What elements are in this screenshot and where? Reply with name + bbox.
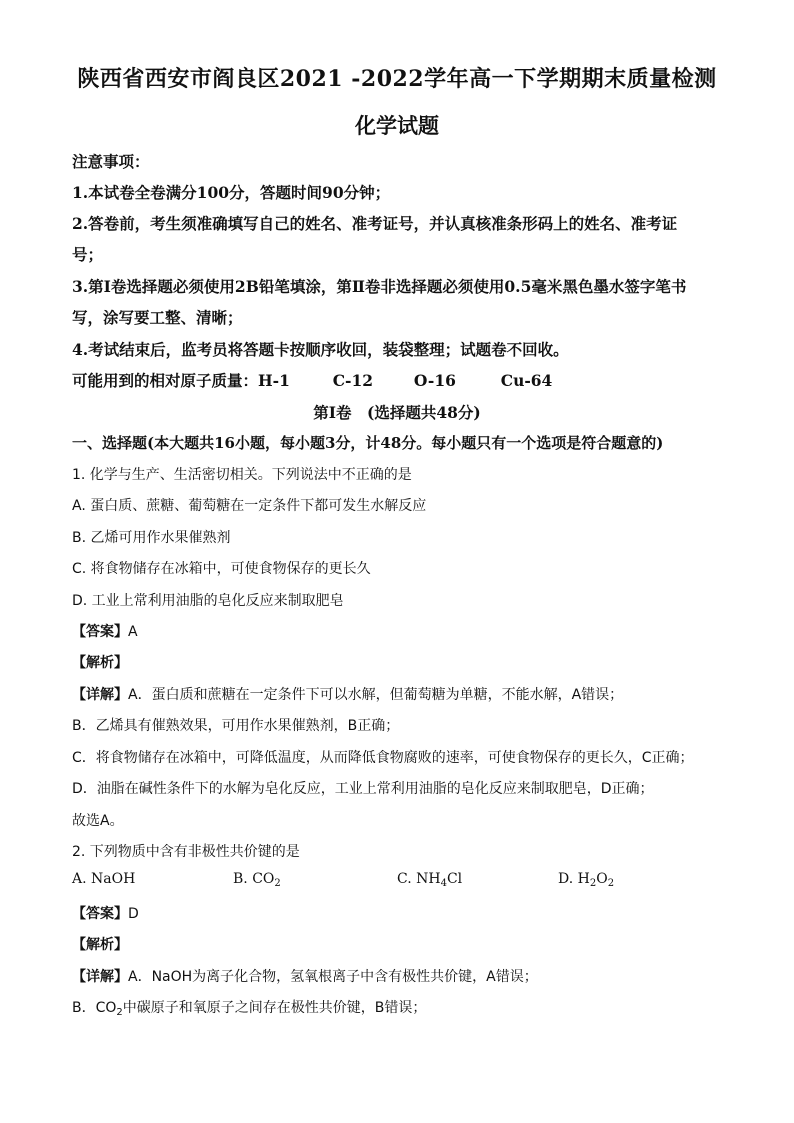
mass-o: O-16 bbox=[413, 371, 456, 390]
q2-option-b: B. $CO_2$ bbox=[233, 871, 281, 889]
q1-detail-a bbox=[72, 684, 734, 704]
notice-item-1: 1.本试卷全卷满分100分，答题时间90分钟； bbox=[72, 183, 391, 202]
q1-answer bbox=[72, 621, 734, 641]
q2-detail-tag: 【详解】 bbox=[72, 969, 128, 985]
section-heading: 一、选择题(本大题共16小题，每小题3分，计48分。每小题只有一个选项是符合题意的) bbox=[72, 434, 664, 452]
notice-item-2: 2.答卷前，考生须准确填写自己的姓名、准考证号，并认真核准条形码上的姓名、准考证 bbox=[72, 214, 678, 233]
q2-option-a: A. NaOH bbox=[72, 871, 136, 887]
q1-stem: 1. 化学与生产、生活密切相关。下列说法中不正确的是 bbox=[72, 467, 412, 483]
mass-cu: Cu-64 bbox=[500, 371, 553, 390]
notice-item-2-cont: 号； bbox=[72, 245, 104, 264]
q1-detail-a-text: A．蛋白质和蔗糖在一定条件下可以水解，但葡萄糖为单糖，不能水解，A错误； bbox=[128, 687, 624, 703]
q1-answer-value: A bbox=[128, 624, 138, 640]
atomic-masses-label: 可能用到的相对原子质量：H-1 bbox=[72, 371, 290, 390]
q1-option-b: B. 乙烯可用作水果催熟剂 bbox=[72, 530, 231, 546]
section-title: 第Ⅰ卷 (选择题共48分) bbox=[313, 403, 481, 422]
q2-option-d: D. $H_2O_2$ bbox=[558, 871, 615, 889]
q1-option-c: C. 将食物储存在冰箱中，可使食物保存的更长久 bbox=[72, 561, 371, 577]
notice-item-4: 4.考试结束后，监考员将答题卡按顺序收回，装袋整理；试题卷不回收。 bbox=[72, 340, 569, 359]
q2-answer bbox=[72, 903, 734, 923]
atomic-masses-line bbox=[72, 369, 734, 391]
q1-option-a: A. 蛋白质、蔗糖、葡萄糖在一定条件下都可发生水解反应 bbox=[72, 498, 427, 514]
q1-detail-c: C．将食物储存在冰箱中，可降低温度，从而降低食物腐败的速率，可使食物保存的更长久，C正确； bbox=[72, 750, 694, 766]
q2-answer-value: D bbox=[128, 906, 139, 922]
q1-detail-tag: 【详解】 bbox=[72, 687, 128, 703]
q2-detail-b: B．$CO_2$中碳原子和氧原子之间存在极性共价键，B错误； bbox=[72, 1000, 427, 1018]
q2-answer-tag: 【答案】 bbox=[72, 906, 128, 922]
q1-detail-d: D．油脂在碱性条件下的水解为皂化反应，工业上常利用油脂的皂化反应来制取肥皂，D正确； bbox=[72, 781, 654, 797]
q1-conclusion: 故选A。 bbox=[72, 813, 124, 829]
exam-title: 陕西省西安市阎良区2021 -2022学年高一下学期期末质量检测 bbox=[77, 66, 717, 92]
q2-detail-a bbox=[72, 966, 734, 986]
q2-detail-a-text: A．NaOH为离子化合物，氢氧根离子中含有极性共价键，A错误； bbox=[128, 969, 538, 985]
notice-item-3-cont: 写，涂写要工整、清晰； bbox=[72, 308, 243, 327]
notice-item-3: 3.第Ⅰ卷选择题必须使用2B铅笔填涂，第Ⅱ卷非选择题必须使用0.5毫米黑色墨水签字笔书 bbox=[72, 277, 687, 296]
mass-c: C-12 bbox=[332, 371, 374, 390]
q1-option-d: D. 工业上常利用油脂的皂化反应来制取肥皂 bbox=[72, 593, 344, 609]
q1-detail-b: B．乙烯具有催熟效果，可用作水果催熟剂，B正确； bbox=[72, 718, 400, 734]
notice-heading: 注意事项： bbox=[72, 152, 150, 171]
q2-option-c: C. $NH_4Cl$ bbox=[397, 871, 463, 889]
q2-analysis-tag: 【解析】 bbox=[72, 937, 128, 953]
q1-answer-tag: 【答案】 bbox=[72, 624, 128, 640]
exam-subtitle: 化学试题 bbox=[355, 113, 439, 138]
q2-stem: 2. 下列物质中含有非极性共价键的是 bbox=[72, 844, 300, 860]
q1-analysis-tag: 【解析】 bbox=[72, 655, 128, 671]
